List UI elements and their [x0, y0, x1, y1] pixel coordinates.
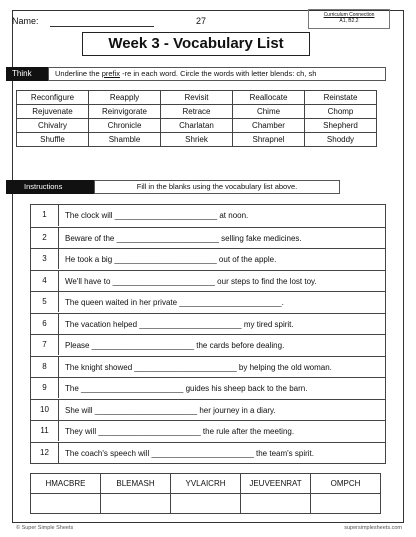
- question-text[interactable]: The coach's speech will _______________________ the team's spirit.: [65, 448, 315, 458]
- question-number: 7: [31, 335, 59, 355]
- question-text[interactable]: The queen waited in her private _______________________.: [65, 298, 284, 307]
- vocab-row: [17, 133, 377, 147]
- question-text[interactable]: We'll have to _______________________ our steps to find the lost toy.: [65, 276, 317, 286]
- vocab-word: Chronicle: [89, 119, 161, 133]
- question-row: [31, 334, 385, 355]
- scrambled-answer-row: [31, 494, 381, 514]
- question-text[interactable]: The _______________________ guides his sheep back to the barn.: [65, 384, 308, 393]
- curriculum-codes: A1, B2.2: [339, 18, 359, 24]
- question-text[interactable]: He took a big _______________________ out of the apple.: [65, 255, 277, 264]
- questions-table: [30, 204, 386, 464]
- page-number: 27: [196, 16, 207, 26]
- name-input-line[interactable]: [50, 26, 154, 27]
- curriculum-title: Curriculum Connection: [323, 12, 375, 18]
- vocab-word: Shrapnel: [233, 133, 305, 147]
- footer-copyright: © Super Simple Sheets: [16, 525, 74, 531]
- think-instruction-pre: Underline the: [55, 69, 102, 78]
- think-tag: Think: [6, 67, 48, 81]
- question-text[interactable]: They will _______________________ the rule after the meeting.: [65, 427, 295, 436]
- scrambled-answer-cell[interactable]: [31, 494, 101, 514]
- question-number: 4: [31, 271, 59, 291]
- vocab-word: Shepherd: [305, 119, 377, 133]
- question-text[interactable]: She will _______________________ her journey in a diary.: [65, 405, 276, 415]
- think-instruction-post: -re in each word. Circle the words with letter blends: ch, sh: [120, 69, 317, 78]
- vocab-row: [17, 91, 377, 105]
- question-row: [31, 356, 385, 377]
- scrambled-row: [31, 474, 381, 494]
- question-number: 2: [31, 228, 59, 248]
- question-number: 9: [31, 378, 59, 398]
- question-row: [31, 399, 385, 420]
- vocab-word: Shoddy: [305, 133, 377, 147]
- question-row: [31, 377, 385, 398]
- scrambled-words-table: [30, 473, 381, 514]
- page-title: Week 3 - Vocabulary List: [82, 32, 310, 56]
- vocab-word: Chamber: [233, 119, 305, 133]
- vocab-word: Charlatan: [161, 119, 233, 133]
- question-number: 8: [31, 357, 59, 377]
- vocab-word: Reapply: [89, 91, 161, 105]
- vocab-word: Chime: [233, 105, 305, 119]
- scrambled-answer-cell[interactable]: [171, 494, 241, 514]
- scrambled-answer-cell[interactable]: [241, 494, 311, 514]
- question-row: [31, 270, 385, 291]
- vocab-word: Revisit: [161, 91, 233, 105]
- scrambled-word: HMACBRE: [31, 474, 101, 494]
- vocab-word: Shamble: [89, 133, 161, 147]
- scrambled-word: BLEMASH: [101, 474, 171, 494]
- question-number: 5: [31, 292, 59, 312]
- vocab-word: Chivalry: [17, 119, 89, 133]
- question-text[interactable]: The knight showed _______________________ by helping the old woman.: [65, 362, 332, 372]
- think-instruction: [48, 67, 386, 81]
- vocab-row: [17, 119, 377, 133]
- instructions-tag: Instructions: [6, 180, 94, 194]
- scrambled-answer-cell[interactable]: [101, 494, 171, 514]
- vocab-word: Reconfigure: [17, 91, 89, 105]
- question-row: [31, 291, 385, 312]
- vocab-word: Shuffle: [17, 133, 89, 147]
- question-row: [31, 420, 385, 441]
- question-text[interactable]: Beware of the _______________________ selling fake medicines.: [65, 233, 302, 243]
- vocab-word: Retrace: [161, 105, 233, 119]
- question-text[interactable]: Please _______________________ the cards before dealing.: [65, 341, 285, 350]
- question-text[interactable]: The vacation helped _______________________ my tired spirit.: [65, 319, 294, 329]
- question-row: [31, 205, 385, 226]
- vocabulary-table: [16, 90, 377, 147]
- vocab-word: Reinvigorate: [89, 105, 161, 119]
- question-number: 11: [31, 421, 59, 441]
- scrambled-word: YVLAICRH: [171, 474, 241, 494]
- question-row: [31, 227, 385, 248]
- question-number: 1: [31, 205, 59, 226]
- scrambled-answer-cell[interactable]: [311, 494, 381, 514]
- question-text[interactable]: The clock will _______________________ at noon.: [65, 211, 249, 220]
- question-number: 12: [31, 443, 59, 463]
- question-row: [31, 442, 385, 463]
- think-instruction-prefix-word: prefix: [101, 69, 121, 78]
- scrambled-word: JEUVEENRAT: [241, 474, 311, 494]
- name-label: Name:: [12, 16, 39, 26]
- footer-website[interactable]: supersimplesheets.com: [344, 525, 402, 531]
- vocab-word: Reinstate: [305, 91, 377, 105]
- instructions-text: Fill in the blanks using the vocabulary list above.: [94, 180, 340, 194]
- question-row: [31, 248, 385, 269]
- curriculum-connection-box: [308, 9, 390, 29]
- vocab-word: Rejuvenate: [17, 105, 89, 119]
- question-number: 3: [31, 249, 59, 269]
- vocab-word: Reallocate: [233, 91, 305, 105]
- vocab-word: Chomp: [305, 105, 377, 119]
- question-row: [31, 313, 385, 334]
- vocab-word: Shriek: [161, 133, 233, 147]
- vocab-row: [17, 105, 377, 119]
- question-number: 10: [31, 400, 59, 420]
- question-number: 6: [31, 314, 59, 334]
- scrambled-word: OMPCH: [311, 474, 381, 494]
